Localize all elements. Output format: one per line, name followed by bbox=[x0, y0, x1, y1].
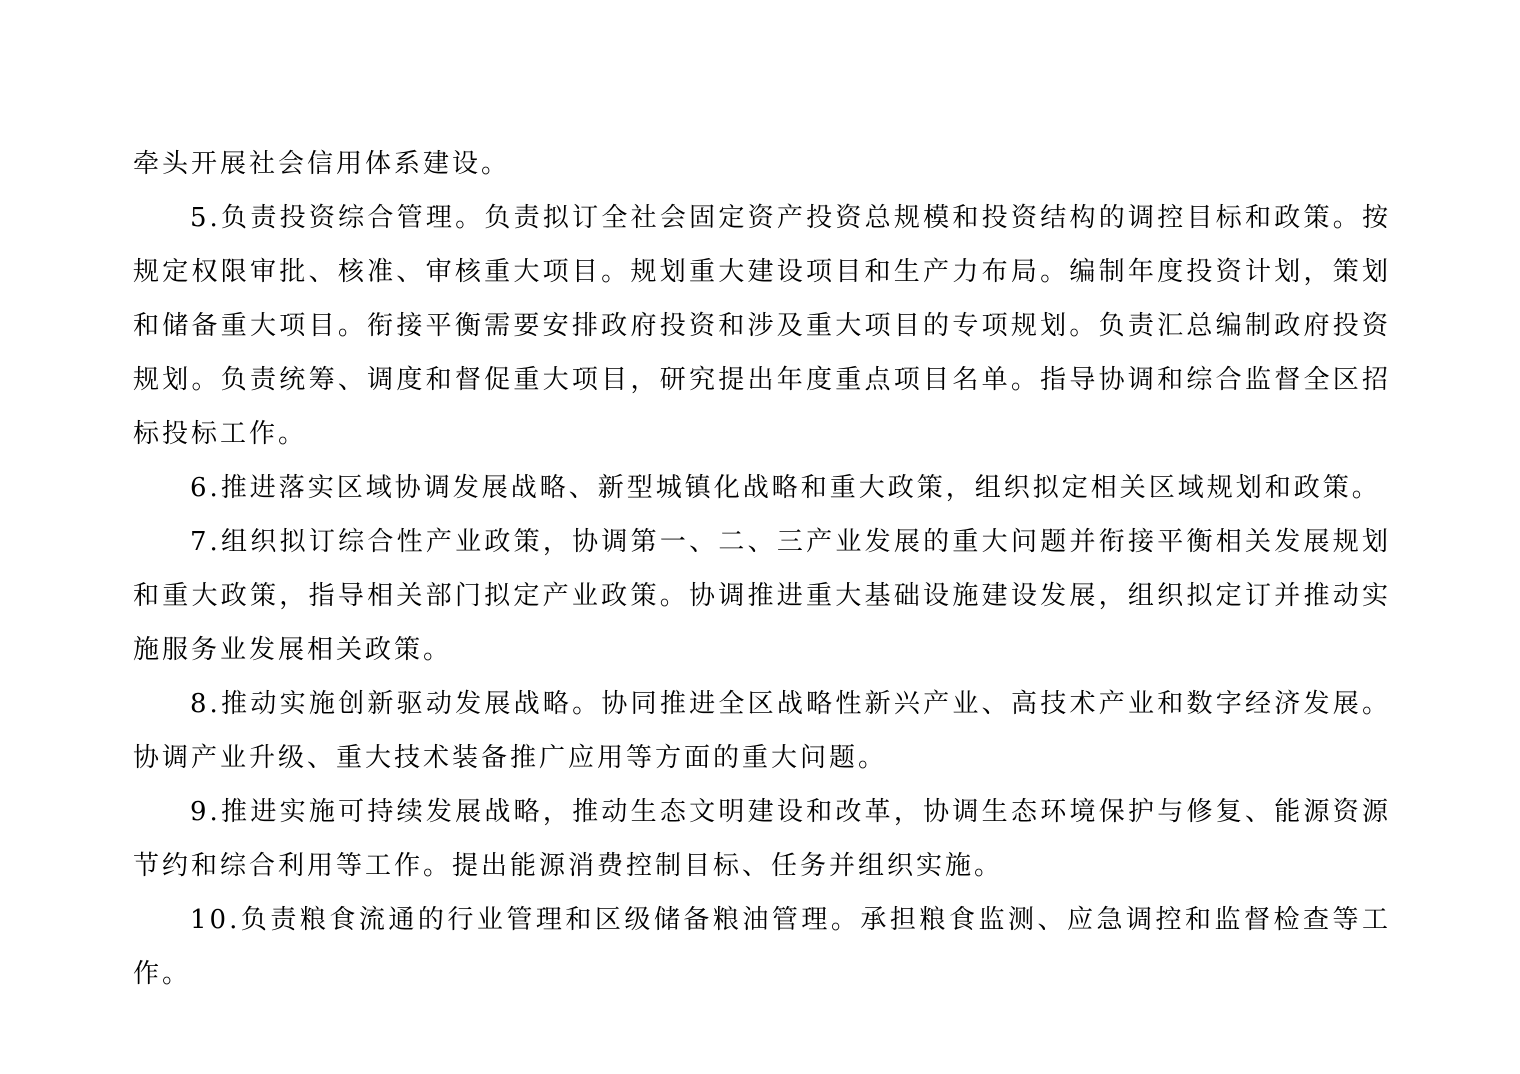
paragraph-item-8: 8.推动实施创新驱动发展战略。协同推进全区战略性新兴产业、高技术产业和数字经济发展。协调产业升级、重大技术装备推广应用等方面的重大问题。 bbox=[133, 689, 1391, 773]
paragraph-item-10: 10.负责粮食流通的行业管理和区级储备粮油管理。承担粮食监测、应急调控和监督检查等工作。 bbox=[133, 905, 1391, 989]
paragraph-item-7: 7.组织拟订综合性产业政策，协调第一、二、三产业发展的重大问题并衔接平衡相关发展规划和重大政策，指导相关部门拟定产业政策。协调推进重大基础设施建设发展，组织拟定订并推动实施服务业发展相关政策。 bbox=[133, 527, 1391, 665]
paragraph-item-9: 9.推进实施可持续发展战略，推动生态文明建设和改革，协调生态环境保护与修复、能源资源节约和综合利用等工作。提出能源消费控制目标、任务并组织实施。 bbox=[133, 797, 1391, 881]
document-body bbox=[133, 137, 1391, 1001]
paragraph-item-6: 6.推进落实区域协调发展战略、新型城镇化战略和重大政策，组织拟定相关区域规划和政策。 bbox=[190, 473, 1381, 503]
paragraph-item-5: 5.负责投资综合管理。负责拟订全社会固定资产投资总规模和投资结构的调控目标和政策。按规定权限审批、核准、审核重大项目。规划重大建设项目和生产力布局。编制年度投资计划，策划和储备重大项目。衔接平衡需要安排政府投资和涉及重大项目的专项规划。负责汇总编制政府投资规划。负责统筹、调度和督促重大项目，研究提出年度重点项目名单。指导协调和综合监督全区招标投标工作。 bbox=[133, 203, 1391, 449]
paragraph-continuation: 牵头开展社会信用体系建设。 bbox=[133, 149, 511, 179]
